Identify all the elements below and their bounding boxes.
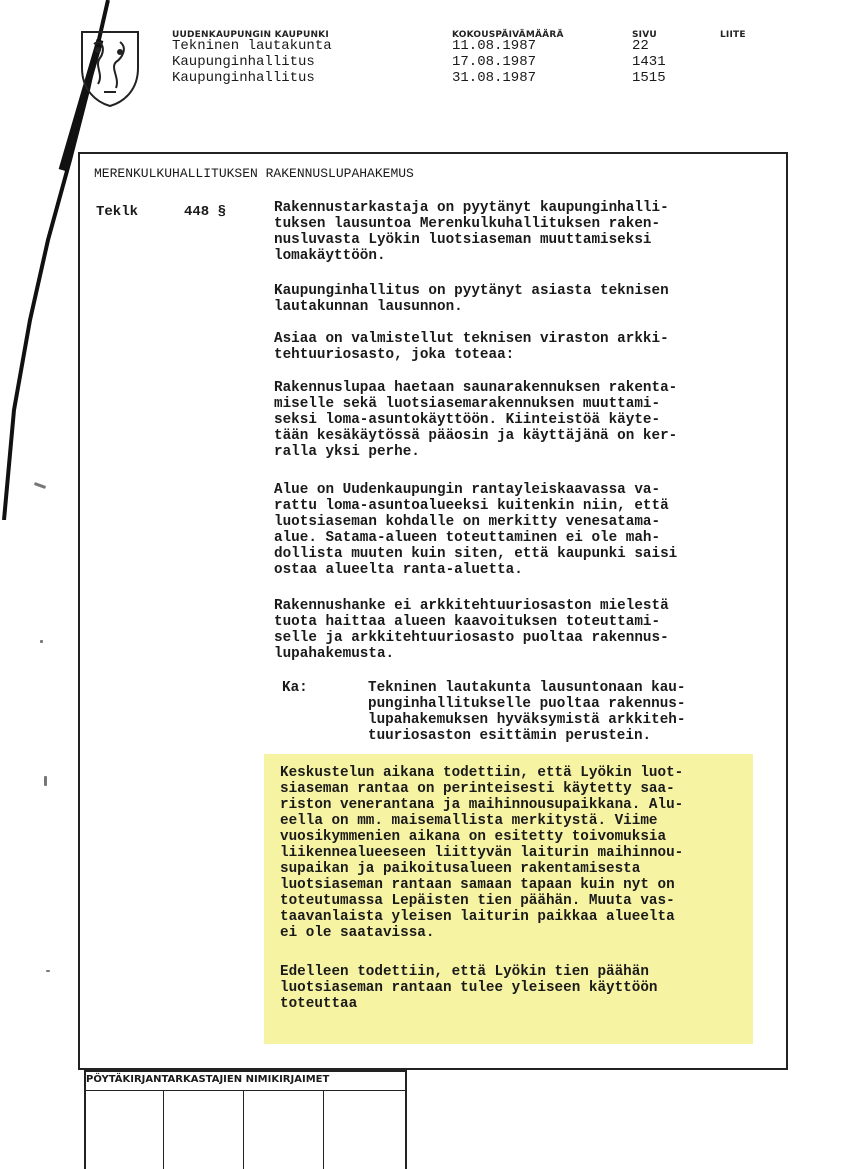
page-number: 22 xyxy=(632,38,649,54)
coat-of-arms-icon xyxy=(76,28,144,108)
scan-speck xyxy=(40,640,43,643)
decision-text: Tekninen lautakunta lausuntonaan kau- punginhallitukselle puoltaa rakennus- lupahakemuksen hyväksymistä arkkiteh- tuuriosaston esittämin perustein. xyxy=(368,680,686,744)
paragraph: Rakennustarkastaja on pyytänyt kaupunginhalli- tuksen lausuntoa Merenkulkuhallituksen raken- nusluvasta Lyökin luotsiaseman muuttamiseksi lomakäyttöön. xyxy=(274,200,669,264)
divider xyxy=(163,1091,164,1169)
meeting-date: 31.08.1987 xyxy=(452,70,537,86)
signature-label: PÖYTÄKIRJANTARKASTAJIEN NIMIKIRJAIMET xyxy=(86,1074,330,1085)
meeting-body: Tekninen lautakunta xyxy=(172,38,332,54)
scan-speck xyxy=(44,776,47,786)
header-page-label: SIVU xyxy=(632,30,657,40)
section-number: 448 § xyxy=(184,204,227,220)
document-title: MERENKULKUHALLITUKSEN RAKENNUSLUPAHAKEMUS xyxy=(94,166,414,181)
meeting-body: Kaupunginhallitus xyxy=(172,54,315,70)
header-org-label: UUDENKAUPUNGIN KAUPUNKI xyxy=(172,30,329,40)
paragraph: Kaupunginhallitus on pyytänyt asiasta teknisen lautakunnan lausunnon. xyxy=(274,283,669,315)
body-label: Teklk xyxy=(96,204,139,220)
page-number: 1431 xyxy=(632,54,666,70)
divider xyxy=(84,1090,406,1091)
scan-speck xyxy=(46,970,50,972)
header-appendix-label: LIITE xyxy=(720,30,746,40)
paragraph: Asiaa on valmistellut teknisen viraston arkki- tehtuuriosasto, joka toteaa: xyxy=(274,331,669,363)
meeting-date: 17.08.1987 xyxy=(452,54,537,70)
divider xyxy=(84,1070,406,1072)
divider xyxy=(323,1091,324,1169)
paragraph: Rakennuslupaa haetaan saunarakennuksen rakenta- miselle sekä luotsiasemarakennuksen muuttami- seksi loma-asuntokäyttöön. Kiinteistöä käyte- tään kesäkäytössä pääosin ja käyttäjänä on ker- ralla yksi perhe. xyxy=(274,380,678,460)
page-number: 1515 xyxy=(632,70,666,86)
meeting-body: Kaupunginhallitus xyxy=(172,70,315,86)
highlighted-paragraph: Edelleen todettiin, että Lyökin tien päähän luotsiaseman rantaan tulee yleiseen käyttöön toteuttaa xyxy=(280,964,658,1012)
highlighted-paragraph: Keskustelun aikana todettiin, että Lyökin luot- siaseman rantaa on perinteisesti käytetty saa- riston venerantana ja maihinnousupaikkana. Alu- eella on mm. maisemallista merkitystä. Viime vuosikymmenien aikana on esitetty toivomuksia liikennealueeseen liittyvän laiturin maihinnou- supaikan ja paikoitusalueen rakentamisesta luotsiaseman rantaan samaan tapaan kuin nyt on toteutumassa Lepäisten tien päähän. Muuta vas- taavanlaista yleisen laiturin paikkaa alueelta ei ole saatavissa. xyxy=(280,765,684,941)
paragraph: Alue on Uudenkaupungin rantayleiskaavassa va- rattu loma-asuntoalueeksi kuitenkin niin, että luotsiaseman kohdalle on merkitty venesatama- alue. Satama-alueen toteuttaminen ei ole mah- dollista muuten kuin siten, että kaupunki saisi ostaa alueelta ranta-aluetta. xyxy=(274,482,678,578)
decision-label: Ka: xyxy=(282,680,308,696)
header-date-label: KOKOUSPÄIVÄMÄÄRÄ xyxy=(452,30,564,40)
meeting-date: 11.08.1987 xyxy=(452,38,537,54)
divider xyxy=(243,1091,244,1169)
paragraph: Rakennushanke ei arkkitehtuuriosaston mielestä tuota haittaa alueen kaavoituksen toteuttami- selle ja arkkitehtuuriosasto puoltaa rakennus- lupahakemusta. xyxy=(274,598,669,662)
divider xyxy=(405,1070,407,1169)
